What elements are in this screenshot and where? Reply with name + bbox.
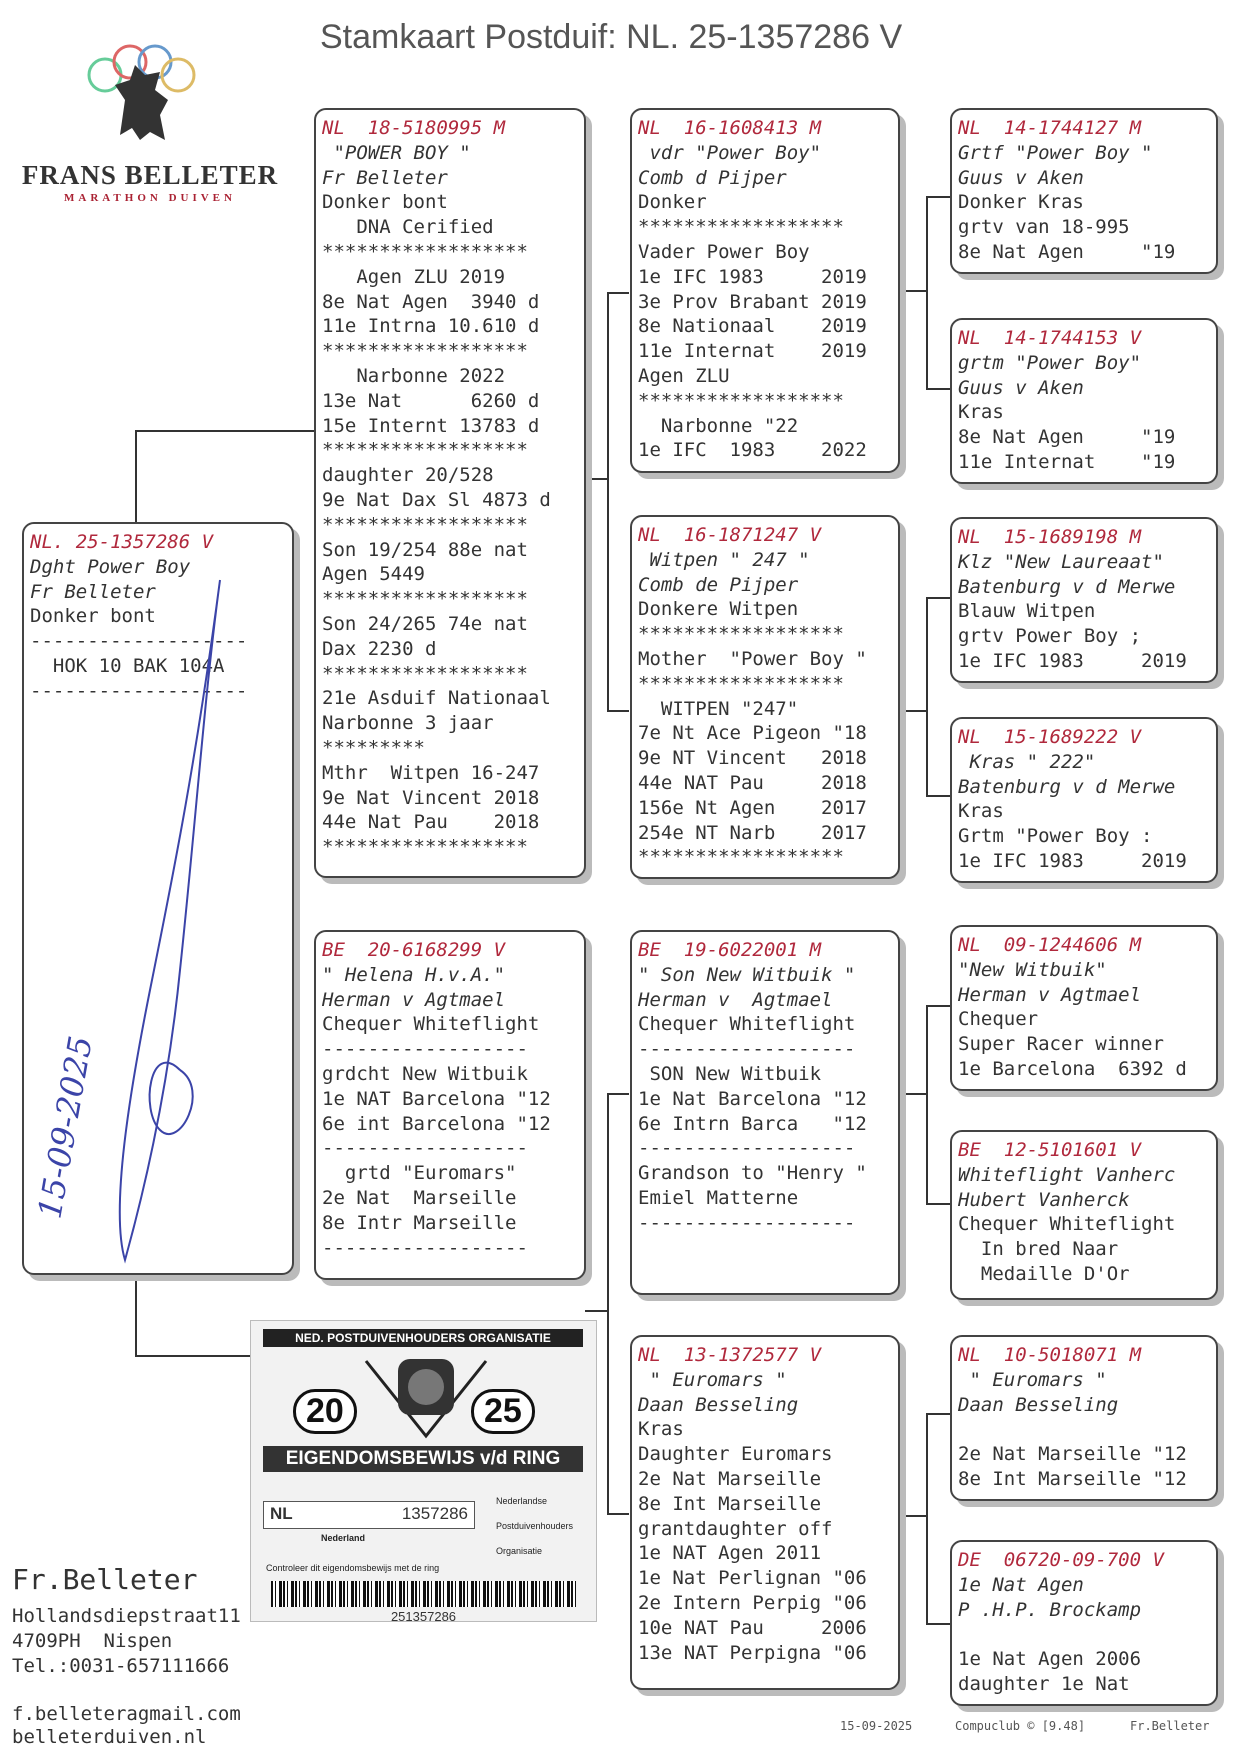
- connector: [585, 478, 609, 480]
- pedigree-line: ******************: [638, 389, 844, 412]
- pedigree-line: ******************: [638, 846, 844, 869]
- pedigree-line: 8e Int Marseille: [638, 1492, 822, 1515]
- connector: [926, 1413, 950, 1415]
- pedigree-line: Grandson to "Henry ": [638, 1162, 867, 1185]
- pedigree-line: Grtf "Power Boy ": [958, 141, 1153, 164]
- ring-certificate: [250, 1320, 597, 1622]
- svg-text:15-09-2025: 15-09-2025: [30, 1033, 100, 1222]
- pigeon-card-dam-dam: [630, 1335, 900, 1690]
- ring-country: NL: [270, 1504, 293, 1523]
- pedigree-line: 13e Nat 6260 d: [322, 389, 540, 412]
- pigeon-card-sds: [950, 517, 1218, 683]
- pedigree-line: 1e Barcelona 6392 d: [958, 1057, 1187, 1080]
- sticker-side-2: Postduivenhouders: [496, 1521, 574, 1531]
- sticker-org: NED. POSTDUIVENHOUDERS ORGANISATIE: [263, 1329, 583, 1347]
- pigeon-card-sire-sire: [630, 108, 900, 473]
- connector: [900, 1093, 928, 1095]
- pedigree-line: "POWER BOY ": [322, 141, 471, 164]
- pedigree-line: 10e NAT Pau 2006: [638, 1616, 867, 1639]
- pedigree-line: Donker bont: [322, 191, 448, 214]
- ring-number: BE 20-6168299 V: [322, 939, 506, 961]
- pedigree-line: 9e Nat Dax Sl 4873 d: [322, 488, 551, 511]
- pedigree-line: 2e Intern Perpig "06: [638, 1591, 867, 1614]
- pedigree-line: 9e Nat Vincent 2018: [322, 786, 540, 809]
- pedigree-line: Herman v Agtmael: [958, 983, 1142, 1006]
- handwritten-signature-icon: [30, 570, 250, 1270]
- pedigree-line: -------------------: [638, 1038, 856, 1061]
- connector: [585, 1310, 609, 1312]
- pedigree-line: Kras: [958, 800, 1004, 823]
- pedigree-line: 1e Nat Agen 2006: [958, 1648, 1142, 1671]
- ring-number: BE 19-6022001 M: [638, 939, 822, 961]
- connector: [926, 1203, 950, 1205]
- pedigree-line: 8e Nat Agen 3940 d: [322, 290, 540, 313]
- connector: [926, 1005, 928, 1205]
- pedigree-line: ******************: [322, 513, 528, 536]
- connector: [607, 1093, 609, 1515]
- connector: [607, 292, 609, 712]
- pedigree-line: 11e Intrna 10.610 d: [322, 315, 540, 338]
- connector: [926, 597, 950, 599]
- pedigree-line: -------------------: [638, 1137, 856, 1160]
- pedigree-line: Kras " 222": [958, 750, 1096, 773]
- barcode-number: 251357286: [390, 1609, 457, 1624]
- sticker-land: Nederland: [321, 1533, 366, 1543]
- barcode: [271, 1581, 576, 1607]
- pedigree-line: Batenburg v d Merwe: [958, 575, 1176, 598]
- pedigree-line: 1e NAT Agen 2011: [638, 1542, 822, 1565]
- pedigree-line: "New Witbuik": [958, 958, 1107, 981]
- pedigree-line: grtv Power Boy ;: [958, 625, 1142, 648]
- pedigree-line: Klz "New Laureaat": [958, 550, 1164, 573]
- connector: [926, 1005, 950, 1007]
- pedigree-line: Medaille D'Or: [958, 1262, 1130, 1285]
- pedigree-line: Son 19/254 88e nat: [322, 538, 528, 561]
- pedigree-line: 8e Intr Marseille: [322, 1211, 517, 1234]
- owner-name: Fr.Belleter: [12, 1563, 198, 1596]
- pedigree-line: ******************: [638, 672, 844, 695]
- pedigree-line: grtd "Euromars": [322, 1162, 517, 1185]
- ring-number: NL 13-1372577 V: [638, 1344, 822, 1366]
- ring-number: NL 15-1689198 M: [958, 526, 1142, 548]
- owner-email: f.belleteragmail.com: [12, 1703, 241, 1725]
- connector: [900, 1515, 928, 1517]
- pigeon-card-dam: [314, 930, 586, 1280]
- pedigree-line: ******************: [322, 439, 528, 462]
- pedigree-line: WITPEN "247": [638, 697, 799, 720]
- pedigree-line: 6e Intrn Barca "12: [638, 1112, 867, 1135]
- pedigree-line: Donker bont: [30, 605, 156, 628]
- brand-subtitle: MARATHON DUIVEN: [64, 192, 236, 204]
- pedigree-line: 8e Int Marseille "12: [958, 1467, 1187, 1490]
- pedigree-line: " Euromars ": [958, 1368, 1107, 1391]
- pedigree-line: Whiteflight Vanherc: [958, 1163, 1176, 1186]
- pedigree-line: ******************: [322, 588, 528, 611]
- pedigree-line: daughter 1e Nat: [958, 1672, 1130, 1695]
- pigeon-card-sss: [950, 108, 1218, 274]
- lion-crest-icon: [80, 40, 200, 150]
- pedigree-line: Comb de Pijper: [638, 573, 799, 596]
- ring-number: NL. 25-1357286 V: [30, 531, 214, 553]
- pedigree-line: Batenburg v d Merwe: [958, 775, 1176, 798]
- pedigree-line: ------------------: [322, 1236, 528, 1259]
- connector: [926, 1623, 950, 1625]
- ring-number: NL 16-1871247 V: [638, 524, 822, 546]
- pedigree-line: HOK 10 BAK 104A: [30, 654, 225, 677]
- connector: [926, 597, 928, 797]
- owner-address-2: 4709PH Nispen: [12, 1630, 173, 1652]
- pedigree-line: ******************: [638, 623, 844, 646]
- pedigree-line: 11e Internat 2019: [638, 340, 867, 363]
- pedigree-line: 2e Nat Marseille: [638, 1467, 822, 1490]
- connector: [607, 1093, 629, 1095]
- sticker-control: Controleer dit eigendomsbewijs met de ring: [266, 1563, 440, 1573]
- pedigree-line: 2e Nat Marseille: [322, 1186, 517, 1209]
- pedigree-line: Witpen " 247 ": [638, 548, 810, 571]
- pigeon-card-dds: [950, 1335, 1218, 1501]
- ring-number: BE 12-5101601 V: [958, 1139, 1142, 1161]
- ring-number: NL 10-5018071 M: [958, 1344, 1142, 1366]
- pedigree-line: Herman v Agtmael: [322, 988, 506, 1011]
- ring-number: NL 15-1689222 V: [958, 726, 1142, 748]
- pedigree-line: 254e NT Narb 2017: [638, 821, 867, 844]
- pedigree-line: 8e Nat Agen "19: [958, 240, 1176, 263]
- pedigree-line: 1e IFC 1983 2019: [958, 649, 1187, 672]
- sticker-banner: EIGENDOMSBEWIJS v/d RING: [263, 1446, 583, 1472]
- pedigree-line: Daughter Euromars: [638, 1443, 833, 1466]
- pedigree-line: grdcht New Witbuik: [322, 1062, 528, 1085]
- pedigree-line: 1e Nat Perlignan "06: [638, 1567, 867, 1590]
- ring-number: NL 18-5180995 M: [322, 117, 506, 139]
- pedigree-line: 8e Nat Agen "19: [958, 426, 1176, 449]
- ring-number-box: [263, 1501, 475, 1529]
- pedigree-line: 1e Nat Agen: [958, 1573, 1084, 1596]
- pedigree-line: Vader Power Boy: [638, 240, 810, 263]
- footer-software: Compuclub © [9.48]: [955, 1719, 1086, 1733]
- pedigree-line: Hubert Vanherck: [958, 1188, 1130, 1211]
- connector: [135, 1275, 137, 1357]
- pedigree-line: P .H.P. Brockamp: [958, 1598, 1142, 1621]
- pigeon-card-sdd: [950, 717, 1218, 883]
- pedigree-line: " Euromars ": [638, 1368, 787, 1391]
- pedigree-line: Herman v Agtmael: [638, 988, 833, 1011]
- pedigree-line: Chequer Whiteflight: [638, 1013, 856, 1036]
- connector: [926, 1413, 928, 1625]
- footer-name: Fr.Belleter: [1130, 1719, 1210, 1733]
- pedigree-line: 6e int Barcelona "12: [322, 1112, 551, 1135]
- pedigree-line: Agen ZLU 2019: [322, 265, 506, 288]
- pedigree-line: 9e NT Vincent 2018: [638, 747, 867, 770]
- pedigree-line: ******************: [322, 340, 528, 363]
- connector: [926, 388, 950, 390]
- pedigree-line: Narbonne "22: [638, 414, 799, 437]
- ring-number: 1357286: [401, 1504, 468, 1523]
- pedigree-line: 2e Nat Marseille "12: [958, 1443, 1187, 1466]
- ring-number: NL 16-1608413 M: [638, 117, 822, 139]
- pedigree-line: -------------------: [638, 1211, 856, 1234]
- pedigree-line: 3e Prov Brabant 2019: [638, 290, 867, 313]
- pigeon-card-ddd: [950, 1540, 1218, 1706]
- pedigree-line: 11e Internat "19: [958, 450, 1176, 473]
- ring-number: NL 14-1744127 M: [958, 117, 1142, 139]
- pedigree-line: Son 24/265 74e nat: [322, 612, 528, 635]
- pedigree-line: 44e Nat Pau 2018: [322, 811, 540, 834]
- pedigree-line: *********: [322, 736, 425, 759]
- pedigree-line: Comb d Pijper: [638, 166, 787, 189]
- pedigree-line: Donker Kras: [958, 191, 1084, 214]
- pedigree-line: Agen ZLU: [638, 364, 730, 387]
- pedigree-line: Chequer Whiteflight: [958, 1213, 1176, 1236]
- owner-web: belleterduiven.nl: [12, 1726, 207, 1748]
- sticker-year-left: 20: [293, 1389, 357, 1434]
- pedigree-line: Mother "Power Boy ": [638, 647, 867, 670]
- pedigree-line: Donker: [638, 191, 707, 214]
- pigeon-card-dsd: [950, 1130, 1218, 1300]
- pedigree-line: [958, 1622, 1210, 1647]
- pedigree-line: ------------------: [322, 1137, 528, 1160]
- connector: [900, 710, 928, 712]
- pedigree-line: Chequer: [958, 1008, 1039, 1031]
- pedigree-line: DNA Cerified: [322, 216, 494, 239]
- pedigree-line: -------------------: [30, 679, 248, 702]
- pedigree-line: 8e Nationaal 2019: [638, 315, 867, 338]
- pedigree-line: Daan Besseling: [958, 1393, 1119, 1416]
- pedigree-line: Dght Power Boy: [30, 555, 191, 578]
- connector: [135, 430, 315, 432]
- pedigree-line: ------------------: [322, 1038, 528, 1061]
- pedigree-line: 1e NAT Barcelona "12: [322, 1087, 551, 1110]
- pedigree-line: [958, 1417, 1210, 1442]
- owner-phone: Tel.:0031-657111666: [12, 1655, 230, 1677]
- connector: [926, 196, 950, 198]
- pedigree-line: Chequer Whiteflight: [322, 1013, 540, 1036]
- footer-date: 15-09-2025: [840, 1719, 913, 1733]
- pedigree-line: Guus v Aken: [958, 166, 1084, 189]
- pedigree-line: vdr "Power Boy": [638, 141, 822, 164]
- pedigree-line: ******************: [322, 836, 528, 859]
- pedigree-line: daughter 20/528: [322, 464, 494, 487]
- pedigree-line: grtm "Power Boy": [958, 351, 1142, 374]
- pedigree-line: Kras: [958, 401, 1004, 424]
- pedigree-line: " Helena H.v.A.": [322, 963, 506, 986]
- pedigree-line: Narbonne 3 jaar: [322, 712, 494, 735]
- pedigree-line: ******************: [322, 662, 528, 685]
- pigeon-card-sire-dam: [630, 515, 900, 879]
- pedigree-line: grtv van 18-995: [958, 216, 1130, 239]
- pigeon-card-sire: [314, 108, 586, 878]
- pedigree-line: Mthr Witpen 16-247: [322, 761, 540, 784]
- pedigree-line: ******************: [638, 216, 844, 239]
- pedigree-line: SON New Witbuik: [638, 1062, 822, 1085]
- pedigree-line: Guus v Aken: [958, 376, 1084, 399]
- pedigree-line: Fr Belleter: [30, 580, 156, 603]
- pedigree-line: Daan Besseling: [638, 1393, 799, 1416]
- pigeon-card-dam-sire: [630, 930, 900, 1295]
- sticker-year-right: 25: [471, 1389, 535, 1434]
- pedigree-line: Kras: [638, 1418, 684, 1441]
- connector: [900, 290, 928, 292]
- pedigree-line: Grtm "Power Boy :: [958, 825, 1153, 848]
- pedigree-line: 1e IFC 1983 2022: [638, 439, 867, 462]
- pedigree-line: 1e Nat Barcelona "12: [638, 1087, 867, 1110]
- connector: [607, 710, 629, 712]
- pedigree-line: Donkere Witpen: [638, 598, 799, 621]
- pedigree-line: Agen 5449: [322, 563, 425, 586]
- connector: [926, 795, 950, 797]
- pedigree-line: ******************: [322, 240, 528, 263]
- pedigree-line: Dax 2230 d: [322, 637, 437, 660]
- pedigree-line: 21e Asduif Nationaal: [322, 687, 551, 710]
- ring-number: NL 14-1744153 V: [958, 327, 1142, 349]
- ring-number: NL 09-1244606 M: [958, 934, 1142, 956]
- pedigree-line: 15e Internt 13783 d: [322, 414, 540, 437]
- pedigree-line: Narbonne 2022: [322, 364, 506, 387]
- pedigree-line: 44e NAT Pau 2018: [638, 771, 867, 794]
- pedigree-line: 13e NAT Perpigna "06: [638, 1641, 867, 1664]
- pigeon-card-ssd: [950, 318, 1218, 484]
- sticker-side-1: Nederlandse: [496, 1496, 548, 1506]
- pedigree-line: Fr Belleter: [322, 166, 448, 189]
- pigeon-card-dss: [950, 925, 1218, 1091]
- pedigree-line: Emiel Matterne: [638, 1186, 799, 1209]
- pedigree-line: Super Racer winner: [958, 1033, 1164, 1056]
- connector: [135, 430, 137, 522]
- pedigree-line: In bred Naar: [958, 1238, 1119, 1261]
- ring-number: DE 06720-09-700 V: [958, 1549, 1164, 1571]
- connector: [607, 1513, 629, 1515]
- logo: [20, 40, 280, 210]
- page-title: Stamkaart Postduif: NL. 25-1357286 V: [320, 18, 903, 56]
- brand-name: FRANS BELLETER: [21, 160, 279, 190]
- pedigree-line: 1e IFC 1983 2019: [638, 265, 867, 288]
- connector: [607, 292, 629, 294]
- pedigree-line: Blauw Witpen: [958, 600, 1096, 623]
- sticker-side-3: Organisatie: [496, 1546, 543, 1556]
- pedigree-line: 1e IFC 1983 2019: [958, 849, 1187, 872]
- connector: [926, 196, 928, 390]
- pedigree-line: 7e Nt Ace Pigeon "18: [638, 722, 867, 745]
- pedigree-line: " Son New Witbuik ": [638, 963, 856, 986]
- pedigree-line: -------------------: [30, 630, 248, 653]
- pedigree-line: 156e Nt Agen 2017: [638, 796, 867, 819]
- pedigree-line: grantdaughter off: [638, 1517, 833, 1540]
- owner-address-1: Hollandsdiepstraat11: [12, 1605, 241, 1627]
